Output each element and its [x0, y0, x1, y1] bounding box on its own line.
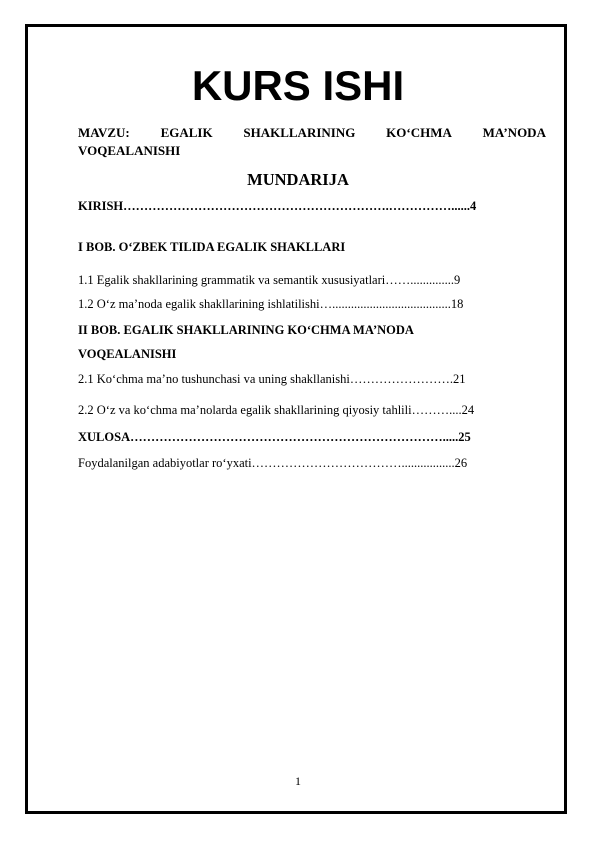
topic-word: MAVZU:: [78, 125, 130, 140]
topic-word: EGALIK: [160, 125, 213, 140]
toc-entry: Foydalanilgan adabiyotlar ro‘yxati……………………………….................26: [78, 456, 468, 470]
page-number: 1: [295, 774, 301, 788]
toc-entry: I BOB. O‘ZBEK TILIDA EGALIK SHAKLLARI: [78, 240, 346, 254]
toc-entry: II BOB. EGALIK SHAKLLARINING KO‘CHMA MA’NODA: [78, 323, 414, 337]
toc-entry: KIRISH……………………………………………………….……………......4: [78, 199, 477, 213]
toc-entry: 2.2 O‘z va ko‘chma ma’nolarda egalik shakllarining qiyosiy tahlili………....24: [78, 403, 475, 417]
topic-line-2: VOQEALANISHI: [78, 143, 181, 158]
toc-entry: 1.2 O‘z ma’noda egalik shakllarining ishlatilishi…......................................18: [78, 297, 464, 311]
topic-line-1: [78, 124, 546, 142]
topic-word: MA’NODA: [482, 125, 546, 140]
document-title: KURS ISHI: [191, 62, 405, 109]
topic-block: [78, 124, 546, 160]
toc-entry: VOQEALANISHI: [78, 347, 177, 361]
toc-entry: 1.1 Egalik shakllarining grammatik va semantik xususiyatlari……..............9: [78, 273, 461, 287]
toc-entry: 2.1 Ko‘chma ma’no tushunchasi va uning shakllanishi…………………….21: [78, 372, 466, 386]
toc-entry: XULOSA………………………………………………………………….....25: [78, 430, 471, 444]
topic-word: SHAKLLARINING: [243, 125, 356, 140]
topic-word: KO‘CHMA: [386, 125, 452, 140]
contents-heading: MUNDARIJA: [247, 170, 349, 189]
